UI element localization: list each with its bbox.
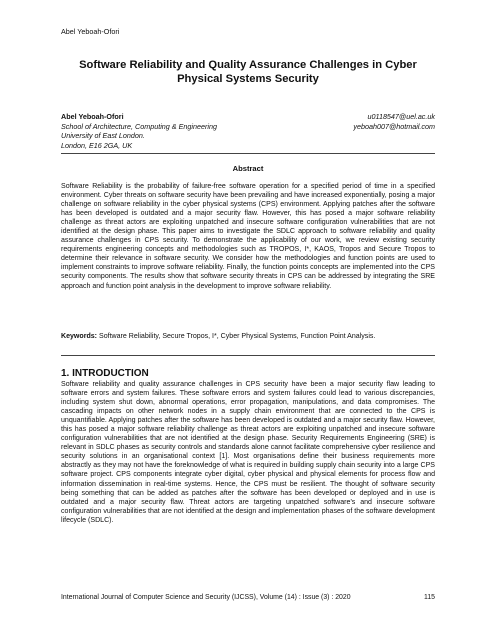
affiliation-line: School of Architecture, Computing & Engineering — [61, 121, 217, 131]
abstract-heading: Abstract — [232, 164, 264, 173]
author-emails — [353, 112, 435, 131]
author-email[interactable]: yeboah007@hotmail.com — [353, 121, 435, 131]
author-block — [61, 112, 435, 150]
divider-bottom — [61, 355, 435, 356]
divider-top — [61, 153, 435, 154]
paper-title: Software Reliability and Quality Assurance Challenges in Cyber Physical Systems Security — [79, 59, 417, 85]
keywords-text: Software Reliability, Secure Tropos, I*, Cyber Physical Systems, Function Point Analysis. — [99, 333, 376, 340]
section-heading: 1. INTRODUCTION — [61, 368, 149, 379]
abstract-text: Software Reliability is the probability of failure-free software operation for a specified period of time in a specified environment. Cyber threats on software security have been prevailing and have increased exponentially, posing a major challenge on software reliability in the cyber physical systems (CPS) environment. Applying patches after the software has been developed is outdated and a major security flaw. However, this has posed a major software reliability challenge as threat actors are exploiting unpatched and insecure software configuration vulnerabilities that are not identified at the design phase. This paper aims to investigate the SDLC approach to software reliability and quality assurance challenges in CPS security. To demonstrate the applicability of our work, we review existing security requirements engineering concepts and methodologies such as TROPOS, I*, KAOS, Tropos and Secure Tropos to determine their relevance in software security. We consider how the methodologies and function points are used to implement constraints to improve software reliability. Finally, the function points concepts are implemented into the CPS security components. The results show that software security threats in CPS can be addressed by integrating the SRE approach and function point analysis in the development to improve software reliability. — [61, 183, 435, 290]
page-number: 115 — [424, 594, 435, 601]
keywords — [61, 332, 435, 341]
keywords-label: Keywords: — [61, 333, 98, 340]
section-text: Software reliability and quality assurance challenges in CPS security have been a major security flaw leading to software errors and system failures. These software errors and system failures could lead to various discrepancies, including system shut down, abnormal operations, error propagation, manipulations, and data compromises. The cascading impacts on other network nodes in a supply chain environment that are connected to the CPS is unquantifiable. Applying patches after the software has been developed is outdated and a major security flaw. However, this has posed a major software reliability challenge as threat actors are exploiting unpatched and insecure software configuration vulnerabilities that are not identified at the design phase. Security Requirements Engineering (SRE) is relevant in SDLC phases as security controls and standards alone cannot facilitate comprehensive cyber resilience and security solutions in an organisational context [1]. Most organisations define their business requirements more abstractly as they may not have the foreknowledge of what is required in building supply chain security into a large CPS software project. CPS components integrate cyber digital, cyber physical and physical elements for process flow and information dissemination in real-time systems. Hence, the CPS must be resilient. The thought of software security being something that can be added as patches after the software has been developed or deployed and in use is outdated and a major security flaw. Threat actors are targeting unpatched software's and insecure software configuration vulnerabilities that are not identified at the design and implementation phases of the software development lifecycle (SDLC). — [61, 381, 435, 524]
author-email[interactable]: u0118547@uel.ac.uk — [367, 112, 435, 121]
author-name: Abel Yeboah-Ofori — [61, 112, 124, 121]
running-head: Abel Yeboah-Ofori — [61, 27, 120, 36]
footer-journal: International Journal of Computer Science and Security (IJCSS), Volume (14) : Issue (3) : 2020 — [61, 594, 351, 601]
affiliation-line: University of East London. — [61, 131, 145, 141]
affiliation-line: London, E16 2GA, UK — [61, 140, 133, 150]
